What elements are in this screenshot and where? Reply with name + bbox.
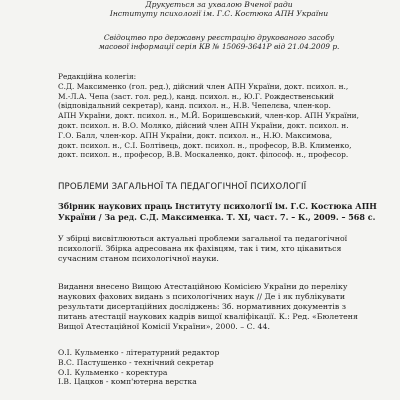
approval-line-2: Інституту психології ім. Г.С. Костюка АПН України xyxy=(109,9,329,19)
editorial-line: С.Д. Максименко (гол. ред.), дійсний член АПН України, докт. психол. н., xyxy=(58,81,349,91)
vak-paragraph xyxy=(58,282,380,332)
citation-line-1: Збірник наукових праць Інституту психології ім. Г.С. Костюка АПН xyxy=(58,201,377,212)
description-line: сучасним станом психологічної науки. xyxy=(58,254,219,264)
vak-line: наукових фахових видань з психологічних наук // Де і як публікувати xyxy=(58,292,346,302)
registration-line-1: Свідоцтво про державну реєстрацію друкованого засобу xyxy=(103,32,335,42)
vak-line: результати дисертаційних досліджень: Зб. нормативних документів з xyxy=(58,302,346,312)
editorial-line: докт. психол. н., С.І. Болтівець, докт. психол. н., професор, В.В. Клименко, xyxy=(58,140,352,150)
editorial-line: докт. психол. н., професор, В.В. Москаленко, докт. філософ. н., професор. xyxy=(58,150,349,160)
credit-item: О.І. Кульменко - літературний редактор xyxy=(58,348,220,358)
approval-line-1: Друкується за ухвалою Вченої ради xyxy=(145,0,293,9)
document-title: ПРОБЛЕМИ ЗАГАЛЬНОЇ ТА ПЕДАГОГІЧНОЇ ПСИХОЛОГІЇ xyxy=(58,182,307,193)
registration-line-2: масової інформації серія КВ № 15069-3641Р від 21.04.2009 р. xyxy=(98,42,340,52)
editorial-line: Г.О. Балл, член-кор. АПН України, докт. психол. н., Н.Ю. Максимова, xyxy=(58,130,333,140)
editorial-line: АПН України, докт. психол. н., М.Й. Боришевський, член-кор. АПН України, xyxy=(58,111,359,121)
citation-line-2: України / За ред. С.Д. Максименка. Т. ХІ, част. 7. – К., 2009. – 568 с. xyxy=(58,211,376,222)
editorial-board-heading: Редакційна колегія: xyxy=(58,72,137,81)
vak-line: Видання внесено Вищою Атестаційною Комісією України до переліку xyxy=(58,282,348,292)
editorial-board xyxy=(58,72,380,160)
credits-list xyxy=(58,348,380,386)
editorial-line: докт. психол. н. В.О. Моляко, дійсний член АПН України, докт. психол. н. xyxy=(58,120,349,130)
approval-note xyxy=(58,0,380,19)
description-paragraph xyxy=(58,234,380,264)
collection-citation xyxy=(58,201,380,222)
credit-item: В.С. Пастушенко - технічний секретар xyxy=(58,357,214,367)
editorial-line: М.-Л.А. Чепа (заст. гол. ред.), канд. психол. н., Ю.Г. Рождественський xyxy=(58,91,334,101)
editorial-line: (відповідальний секретар), канд. психол. н., Н.В. Чепелєва, член-кор. xyxy=(58,101,331,111)
credit-item: О.І. Кульменко - коректура xyxy=(58,367,168,377)
vak-line: питань атестації наукових кадрів вищої кваліфікації. К.: Ред. «Бюлетеня xyxy=(58,312,358,322)
registration-note xyxy=(58,33,380,52)
vak-line: Вищої Атестаційної Комісії України», 2000. – С. 44. xyxy=(58,322,270,332)
credit-item: І.В. Цацков - комп'ютерна верстка xyxy=(58,377,197,387)
description-line: психології. Збірка адресована як фахівцям, так і тим, хто цікавиться xyxy=(58,244,342,254)
description-line: У збірці висвітлюються актуальні проблеми загальної та педагогічної xyxy=(58,234,348,244)
